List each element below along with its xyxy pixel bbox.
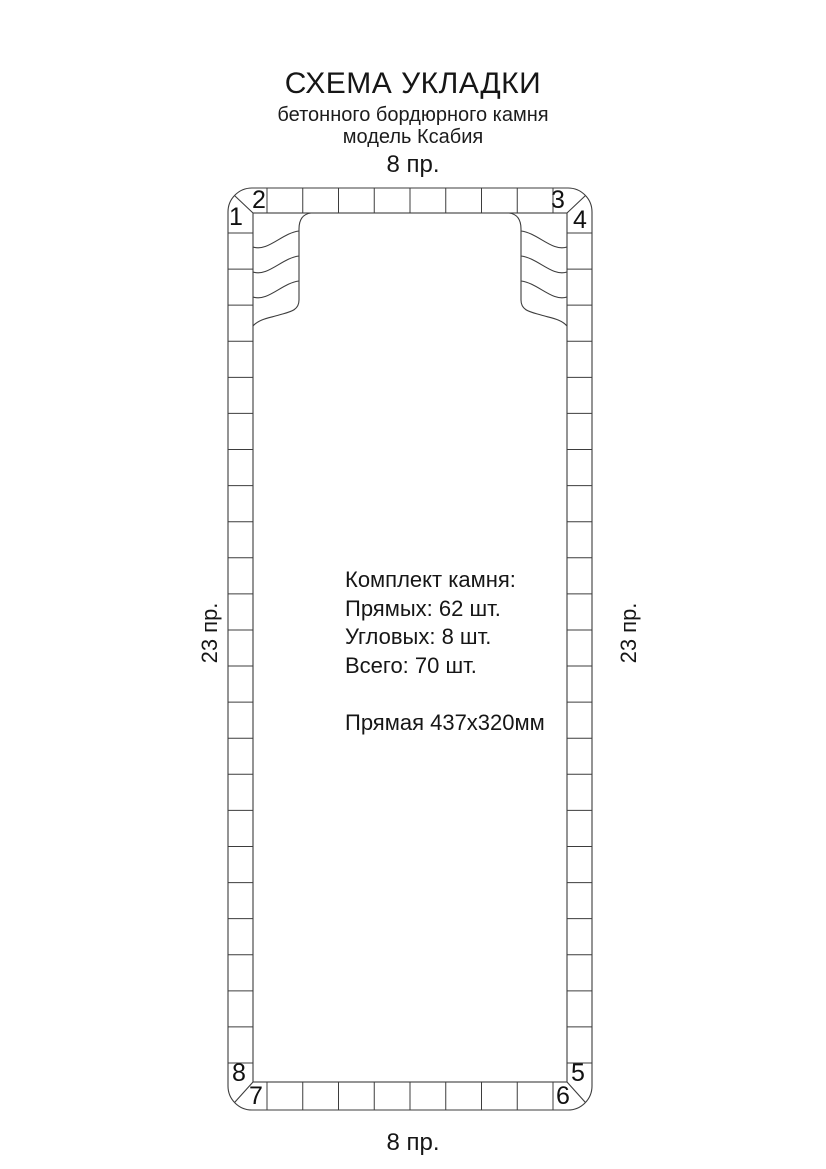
summary-straight-count: Прямых: 62 шт. [345,595,501,621]
corner-number-8: 8 [232,1058,246,1087]
wave-strip-top-transition-left [299,213,311,229]
summary-stone-size: Прямая 437х320мм [345,709,545,735]
wave-joint-left-2 [253,256,299,273]
corner-number-2: 2 [252,185,266,214]
wave-strip-top-transition-right [509,213,521,229]
corner-wave-detail-right [509,213,567,326]
edge-label-bottom: 8 пр. [386,1129,440,1156]
edge-label-top: 8 пр. [386,151,440,178]
corner-number-6: 6 [556,1081,570,1110]
edge-label-right: 23 пр. [616,602,641,664]
page-title: СХЕМА УКЛАДКИ [284,67,542,100]
summary-total-count: Всего: 70 шт. [345,652,477,678]
subtitle-model: модель Ксабия [342,126,484,148]
summary-corner-count: Угловых: 8 шт. [345,624,492,649]
stone-kit-summary [345,566,545,737]
corner-number-1: 1 [229,202,243,231]
wave-joint-left-1 [253,231,299,248]
summary-spacer [345,680,545,709]
corner-number-4: 4 [573,205,587,234]
wave-joint-right-3 [521,281,567,298]
corner-number-3: 3 [551,185,565,214]
wave-joint-right-2 [521,256,567,273]
edge-label-left: 23 пр. [197,602,222,664]
corner-wave-detail-left [253,213,311,326]
subtitle-material: бетонного бордюрного камня [277,104,549,126]
corner-number-5: 5 [571,1058,585,1087]
summary-heading: Комплект камня: [345,567,516,592]
wave-strip-end-left [253,300,299,326]
wave-joint-left-3 [253,281,299,298]
wave-joint-right-1 [521,231,567,248]
wave-strip-end-right [521,300,567,326]
corner-number-7: 7 [249,1081,263,1110]
